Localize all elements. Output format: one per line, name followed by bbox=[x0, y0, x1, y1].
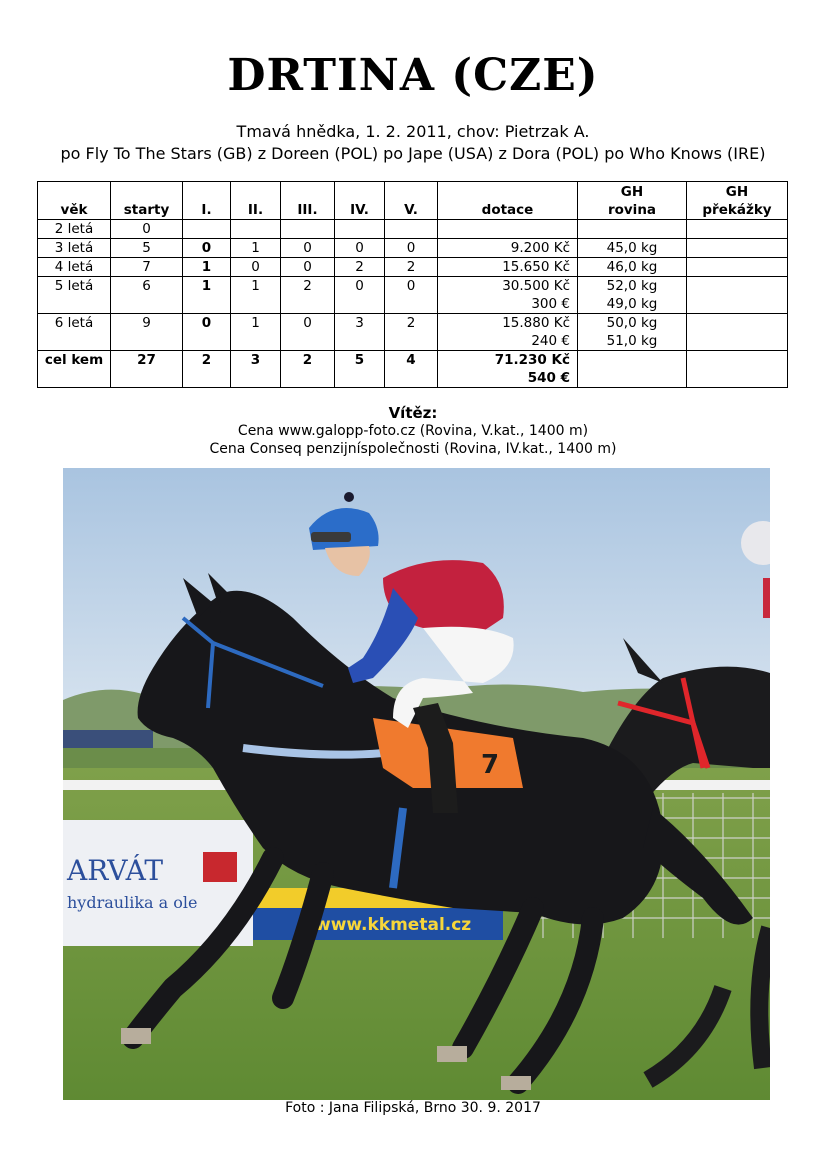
cell-place-2: 0 bbox=[231, 258, 281, 277]
prize-value: 15.650 Kč bbox=[502, 259, 570, 275]
cell-place-1: 1 bbox=[183, 258, 231, 277]
total-prize bbox=[438, 351, 578, 388]
table-total-row bbox=[38, 351, 788, 388]
table-row bbox=[38, 220, 788, 239]
cell-age: 5 letá bbox=[38, 277, 111, 314]
total-place-3: 2 bbox=[281, 351, 335, 388]
cell-starts: 7 bbox=[111, 258, 183, 277]
photo-caption: Foto : Jana Filipská, Brno 30. 9. 2017 bbox=[285, 1100, 541, 1116]
cell-age: 6 letá bbox=[38, 314, 111, 351]
horse-info-line: Tmavá hnědka, 1. 2. 2011, chov: Pietrzak A. bbox=[236, 122, 590, 141]
cell-prize bbox=[438, 220, 578, 239]
header-gh-jump-line1: GH bbox=[725, 184, 749, 200]
winner-heading: Vítěz: bbox=[388, 404, 438, 422]
cell-place-4: 0 bbox=[335, 277, 385, 314]
cell-place-3: 2 bbox=[281, 277, 335, 314]
banner-kkmetal-text: www.kkmetal.cz bbox=[315, 915, 472, 935]
total-gh-jump bbox=[687, 351, 788, 388]
header-place-4: IV. bbox=[335, 182, 385, 220]
race-statistics-table bbox=[37, 181, 788, 388]
table-header-row bbox=[38, 182, 788, 220]
cell-starts: 6 bbox=[111, 277, 183, 314]
header-starts: starty bbox=[111, 182, 183, 220]
cell-place-4: 0 bbox=[335, 239, 385, 258]
table-row bbox=[38, 277, 788, 314]
gh-flat-value: 46,0 kg bbox=[606, 259, 658, 275]
cell-place-5: 0 bbox=[385, 239, 438, 258]
cell-gh-flat bbox=[578, 277, 687, 314]
winner-race-1: Cena www.galopp-foto.cz (Rovina, V.kat., 1400 m) bbox=[237, 423, 589, 439]
cell-gh-flat bbox=[578, 258, 687, 277]
cell-place-4 bbox=[335, 220, 385, 239]
cell-place-4: 2 bbox=[335, 258, 385, 277]
saddle-number: 7 bbox=[481, 750, 500, 780]
gh-flat-value: 51,0 kg bbox=[606, 333, 658, 349]
cell-gh-jump bbox=[687, 314, 788, 351]
banner-harvat-text: ARVÁT bbox=[67, 854, 163, 887]
prize-value: 240 € bbox=[531, 333, 570, 349]
gh-flat-value: 49,0 kg bbox=[606, 296, 658, 312]
cell-place-1: 0 bbox=[183, 239, 231, 258]
table-row bbox=[38, 258, 788, 277]
horse-name-title: DRTINA (CZE) bbox=[227, 50, 599, 101]
total-starts: 27 bbox=[111, 351, 183, 388]
header-gh-flat-line1: GH bbox=[620, 184, 644, 200]
cell-age: 4 letá bbox=[38, 258, 111, 277]
cell-place-3: 0 bbox=[281, 239, 335, 258]
cell-place-2 bbox=[231, 220, 281, 239]
cell-place-4: 3 bbox=[335, 314, 385, 351]
cell-place-5: 2 bbox=[385, 258, 438, 277]
total-age: cel kem bbox=[38, 351, 111, 388]
gh-flat-value: 52,0 kg bbox=[606, 278, 658, 294]
cell-place-3 bbox=[281, 220, 335, 239]
cell-gh-jump bbox=[687, 277, 788, 314]
header-gh-flat-line2: rovina bbox=[607, 202, 657, 218]
header-age: věk bbox=[38, 182, 111, 220]
solar-panels bbox=[63, 730, 153, 748]
cell-age: 3 letá bbox=[38, 239, 111, 258]
total-place-2: 3 bbox=[231, 351, 281, 388]
cell-place-1: 0 bbox=[183, 314, 231, 351]
cell-gh-flat bbox=[578, 314, 687, 351]
pedigree-line: po Fly To The Stars (GB) z Doreen (POL) po Jape (USA) z Dora (POL) po Who Knows (IRE) bbox=[60, 144, 766, 163]
table-row bbox=[38, 314, 788, 351]
race-photo-illustration bbox=[63, 468, 770, 1100]
cell-starts: 0 bbox=[111, 220, 183, 239]
total-place-5: 4 bbox=[385, 351, 438, 388]
header-gh-jump bbox=[687, 182, 788, 220]
cell-gh-jump bbox=[687, 239, 788, 258]
prize-value: 15.880 Kč bbox=[502, 315, 570, 331]
cell-prize bbox=[438, 277, 578, 314]
header-place-2: II. bbox=[231, 182, 281, 220]
prize-value: 30.500 Kč bbox=[502, 278, 570, 294]
header-place-5: V. bbox=[385, 182, 438, 220]
race-photo bbox=[63, 468, 770, 1100]
cell-place-3: 0 bbox=[281, 314, 335, 351]
total-prize-eur: 540 € bbox=[527, 370, 570, 386]
cell-gh-jump bbox=[687, 220, 788, 239]
winner-race-2: Cena Conseq penzijníspolečnosti (Rovina, IV.kat., 1400 m) bbox=[209, 441, 617, 457]
cell-starts: 9 bbox=[111, 314, 183, 351]
cell-place-2: 1 bbox=[231, 277, 281, 314]
cell-gh-flat bbox=[578, 239, 687, 258]
cell-gh-flat bbox=[578, 220, 687, 239]
cell-prize bbox=[438, 258, 578, 277]
cell-place-1 bbox=[183, 220, 231, 239]
header-gh-jump-line2: překážky bbox=[702, 202, 772, 218]
gh-flat-value: 50,0 kg bbox=[606, 315, 658, 331]
total-place-4: 5 bbox=[335, 351, 385, 388]
header-place-1: I. bbox=[183, 182, 231, 220]
total-prize-czk: 71.230 Kč bbox=[494, 352, 570, 368]
cell-prize bbox=[438, 314, 578, 351]
table-row bbox=[38, 239, 788, 258]
total-gh-flat bbox=[578, 351, 687, 388]
cell-place-5: 2 bbox=[385, 314, 438, 351]
cell-place-5: 0 bbox=[385, 277, 438, 314]
cell-prize bbox=[438, 239, 578, 258]
cell-place-2: 1 bbox=[231, 314, 281, 351]
cell-place-1: 1 bbox=[183, 277, 231, 314]
prize-value: 300 € bbox=[531, 296, 570, 312]
cell-place-2: 1 bbox=[231, 239, 281, 258]
cell-place-3: 0 bbox=[281, 258, 335, 277]
cell-age: 2 letá bbox=[38, 220, 111, 239]
cell-gh-jump bbox=[687, 258, 788, 277]
total-place-1: 2 bbox=[183, 351, 231, 388]
cell-starts: 5 bbox=[111, 239, 183, 258]
gh-flat-value: 45,0 kg bbox=[606, 240, 658, 256]
header-prize: dotace bbox=[438, 182, 578, 220]
header-place-3: III. bbox=[281, 182, 335, 220]
header-gh-flat bbox=[578, 182, 687, 220]
cell-place-5 bbox=[385, 220, 438, 239]
banner-harvat-subtext: hydraulika a ole bbox=[67, 893, 198, 912]
prize-value: 9.200 Kč bbox=[510, 240, 570, 256]
